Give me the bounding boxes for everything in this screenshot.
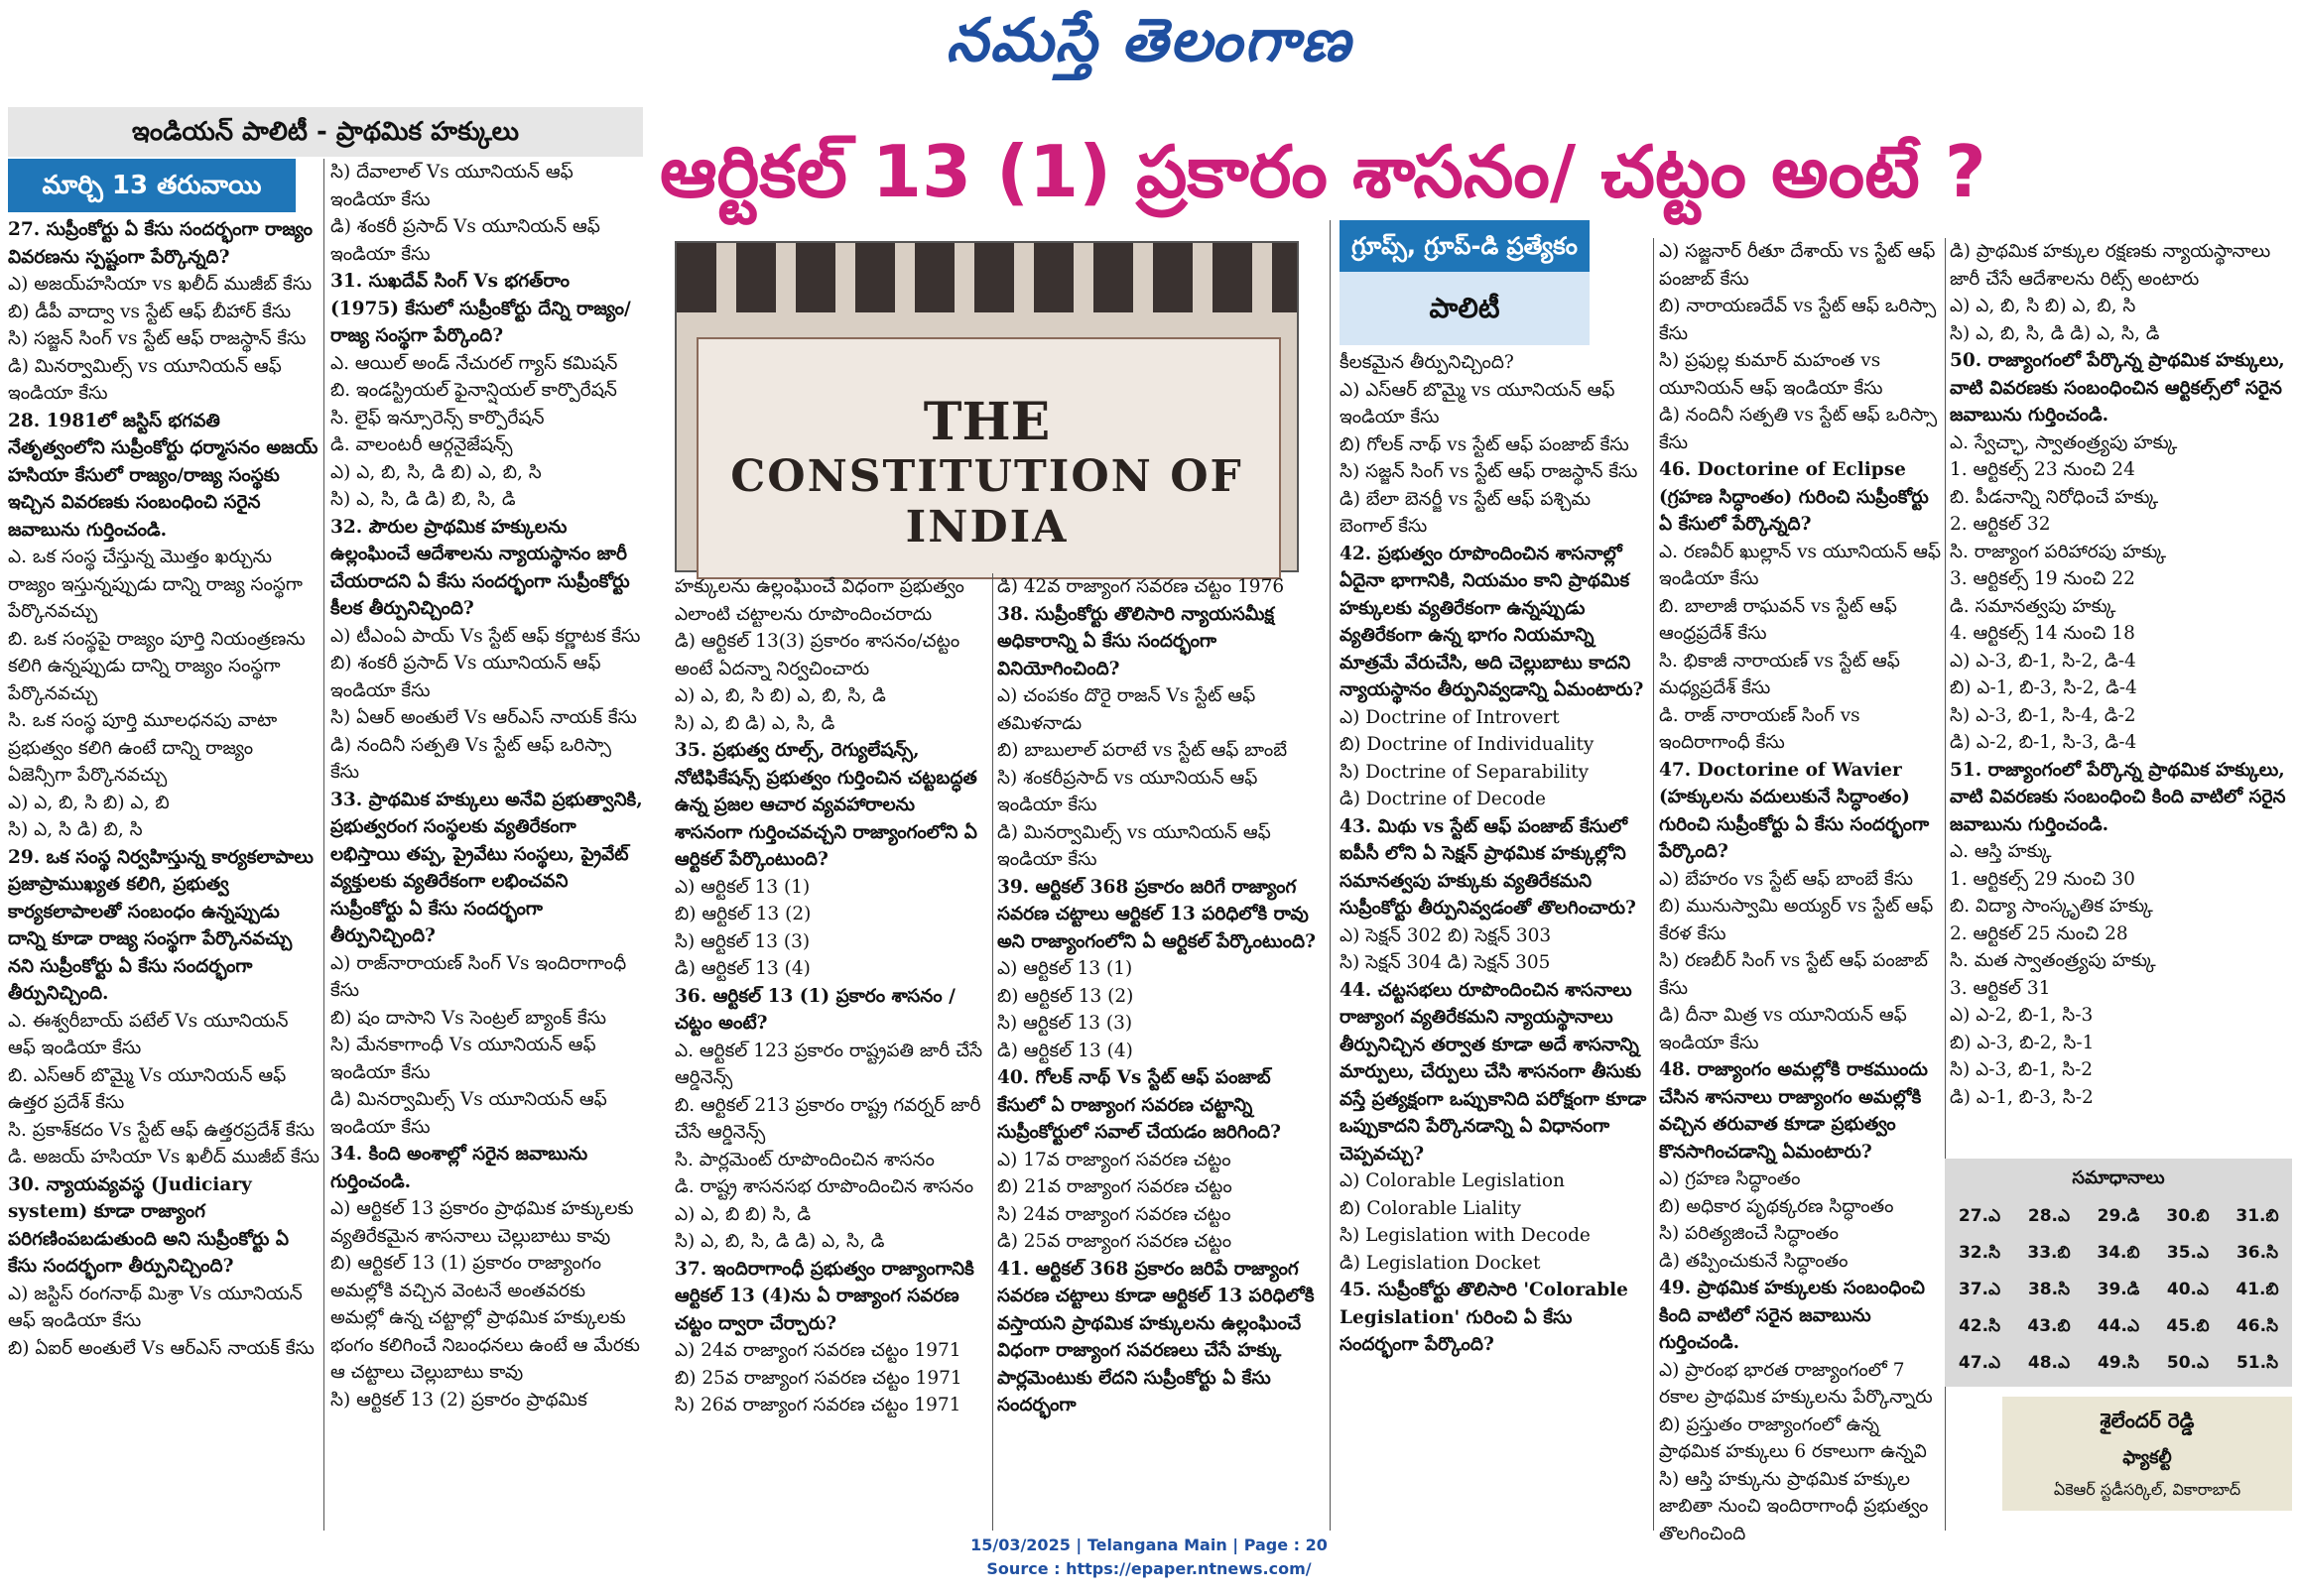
- option-text: ఎ) సజ్జనార్ రీతూ దేశాయ్ vs స్టేట్ ఆఫ్ పంజాబ్ కేసు: [1659, 241, 1936, 290]
- text-column-6: [1659, 238, 1942, 1544]
- option-text: ఎ) రాజ్‌నారాయణ్ సింగ్ Vs ఇందిరాగాంధీ కేసు: [330, 952, 627, 1001]
- answers-heading: సమాధానాలు: [2072, 1167, 2165, 1188]
- question-text: 30. న్యాయవ్యవస్థ (Judiciary system) కూడా రాజ్యాంగ పరిగణింపబడుతుంది అని సుప్రీంకోర్టు ఏ కేసు సందర్భంగా తీర్పునిచ్చింది?: [8, 1173, 290, 1277]
- option-text: బి) అధికార పృథక్కరణ సిద్ధాంతం: [1659, 1195, 1894, 1217]
- headline: ఆర్టికల్ 13 (1) ప్రకారం శాసనం/ చట్టం అంటే ?: [660, 130, 1986, 213]
- option-text: డి) మినర్వామిల్స్ Vs యూనియన్ ఆఫ్ ఇండియా కేసు: [330, 1089, 607, 1138]
- option-text: సి) దేవాలాల్ Vs యూనియన్ ఆఫ్ ఇండియా కేసు: [330, 162, 574, 210]
- option-text: బి) బాబులాల్ పరాటే vs స్టేట్ ఆఫ్ బాంబే: [997, 740, 1288, 761]
- option-text: సి. ఒక సంస్థ పూర్తి మూలధనపు వాటా ప్రభుత్వం కలిగి ఉంటే దాన్ని రాజ్యం ఏజెన్సీగా పేర్కొనవచ్చు: [8, 710, 278, 786]
- option-text: బి) Doctrine of Individuality: [1340, 734, 1595, 755]
- option-text: బి) ఆర్టికల్ 13 (2): [997, 985, 1134, 1007]
- option-text: సి. మత స్వాతంత్ర్యపు హక్కు: [1950, 950, 2156, 971]
- option-text: ఎ) చంపకం దొరై రాజన్ Vs స్టేట్ ఆఫ్ తమిళనాడు: [997, 685, 1256, 734]
- text-column-5: [1340, 349, 1647, 1531]
- option-text: కీలకమైన తీర్పునిచ్చింది?: [1340, 352, 1514, 373]
- option-text: ఎ. ఆస్తి హక్కు: [1950, 841, 2052, 862]
- option-text: ఎ) ఎస్ఆర్ బొమ్మై vs యూనియన్ ఆఫ్ ఇండియా కేసు: [1340, 379, 1615, 428]
- option-text: 1. ఆర్టికల్స్ 23 నుంచి 24: [1950, 459, 2135, 480]
- option-text: ఎ) 17వ రాజ్యాంగ సవరణ చట్టం: [997, 1149, 1231, 1170]
- option-text: బి) నారాయణదేవ్ vs స్టేట్ ఆఫ్ ఒరిస్సా కేసు: [1659, 296, 1937, 344]
- option-text: బి) 25వ రాజ్యాంగ సవరణ చట్టం 1971: [675, 1367, 962, 1389]
- option-text: ఎ) Doctrine of Introvert: [1340, 706, 1560, 728]
- option-text: ఎ) సెక్షన్ 302 బి) సెక్షన్ 303: [1340, 924, 1552, 946]
- answer-item: 43.బి: [2027, 1316, 2071, 1336]
- question-text: 46. Doctorine of Eclipse (గ్రహణ సిద్ధాంతం) గురించి సుప్రీంకోర్టు ఏ కేసులో పేర్కొన్నది?: [1659, 459, 1929, 535]
- option-text: ఎ) ఎ, బి, సి బి) ఎ, బి: [8, 792, 170, 813]
- answers-box: [1945, 1159, 2292, 1387]
- answer-item: 47.ఎ: [1958, 1353, 2001, 1373]
- answer-item: 44.ఎ: [2097, 1316, 2140, 1336]
- option-text: బి) మునుస్వామి అయ్యర్ vs స్టేట్ ఆఫ్ కేరళ కేసు: [1659, 896, 1934, 944]
- text-column-7: [1950, 238, 2292, 1156]
- option-text: ఎ) జస్టిస్ రంగనాథ్ మిశ్రా Vs యూనియన్ ఆఫ్ ఇండియా కేసు: [8, 1283, 303, 1331]
- option-text: సి) మేనకాగాంధీ Vs యూనియన్ ఆఫ్ ఇండియా కేసు: [330, 1035, 596, 1083]
- option-text: సి) Doctrine of Separability: [1340, 761, 1590, 783]
- option-text: బి) శంకరీ ప్రసాద్ Vs యూనియన్ ఆఫ్ ఇండియా కేసు: [330, 653, 601, 701]
- answer-item: 36.సి: [2235, 1243, 2279, 1263]
- answer-item: 49.సి: [2097, 1353, 2140, 1373]
- option-text: ఎ) ప్రారంభ భారత రాజ్యాంగంలో 7 రకాల ప్రాథమిక హక్కులను పేర్కొన్నారు: [1659, 1359, 1933, 1408]
- question-text: 34. కింది అంశాల్లో సరైన జవాబును గుర్తించండి.: [330, 1144, 588, 1192]
- option-text: ఎ. ఒక సంస్థ చేస్తున్న మొత్తం ఖర్చును రాజ్యం ఇస్తున్నప్పుడు దాన్ని రాజ్య సంస్థగా పేర్కొనవచ్చు: [8, 547, 303, 622]
- question-text: 42. ప్రభుత్వం రూపొందించిన శాసనాల్లో ఏదైనా భాగానికి, నియమం కాని ప్రాథమిక హక్కులకు వ్యతిరేకంగా ఉన్నప్పుడు వ్యతిరేకంగా ఉన్న భాగం నియమాన్ని మాత్రమే వేరుచేసి, అది చెల్లుబాటు కాదని న్యాయస్థానం తీర్పునివ్వడాన్ని ఏమంటారు?: [1340, 543, 1644, 700]
- option-text: ఎ) ఎ, బి, సి, డి బి) ఎ, బి, సి: [330, 461, 542, 483]
- answers-grid: [1945, 1198, 2292, 1382]
- option-text: బి. విద్యా సాంస్కృతిక హక్కు: [1950, 896, 2153, 917]
- answer-item: 37.ఎ: [1958, 1280, 2001, 1299]
- option-text: ఎ) ఎ, బి, సి బి) ఎ, బి, సి: [1950, 296, 2136, 316]
- option-text: సి) 24వ రాజ్యాంగ సవరణ చట్టం: [997, 1203, 1231, 1225]
- option-text: సి) ఎ-3, బి-1, సి-4, డి-2: [1950, 704, 2136, 726]
- option-text: సి) ఎ, సి, డి డి) బి, సి, డి: [330, 489, 516, 510]
- option-text: సి) ఎ, బి డి) ఎ, సి, డి: [675, 712, 835, 734]
- image-title-constitution: CONSTITUTION OF INDIA: [730, 451, 1243, 552]
- continuation-label: మార్చి 13 తరువాయి: [8, 159, 296, 212]
- option-text: డి. వాలంటరీ ఆర్గనైజేషన్స్: [330, 434, 513, 455]
- option-text: సి. ప్రకాశ్‌కదం Vs స్టేట్ ఆఫ్ ఉత్తరప్రదేశ్ కేసు: [8, 1119, 316, 1141]
- answer-item: 48.ఎ: [2027, 1353, 2071, 1373]
- answer-item: 39.డి: [2097, 1280, 2140, 1299]
- option-text: డి) ఎ-2, బి-1, సి-3, డి-4: [1950, 732, 2137, 753]
- option-text: సి) పరిత్యజించే సిద్ధాంతం: [1659, 1223, 1840, 1244]
- option-text: డి) Doctrine of Decode: [1340, 789, 1546, 809]
- option-text: ఎ) గ్రహణ సిద్ధాంతం: [1659, 1168, 1801, 1189]
- question-text: 31. సుఖదేవ్ సింగ్ Vs భగత్‌రాం (1975) కేసులో సుప్రీంకోర్టు దేన్ని రాజ్యం/రాజ్య సంస్థగా పేర్కొంది?: [330, 271, 631, 346]
- option-text: ఎ) Colorable Legislation: [1340, 1170, 1565, 1191]
- option-text: డి. అజయ్ హసియా Vs ఖలీద్ ముజీబ్ కేసు: [8, 1147, 320, 1167]
- option-text: సి) ఎ-3, బి-1, సి-2: [1950, 1059, 2094, 1080]
- author-designation: ఫ్యాకల్టీ: [2122, 1447, 2172, 1468]
- option-text: సి. లైఫ్ ఇన్సూరెన్స్ కార్పొరేషన్: [330, 407, 545, 429]
- masthead-logo: నమస్తే తెలంగాణ: [946, 6, 1352, 75]
- option-text: బి) 21వ రాజ్యాంగ సవరణ చట్టం: [997, 1176, 1232, 1197]
- question-text: 44. చట్టసభలు రూపొందించిన శాసనాలు రాజ్యాంగ వ్యతిరేకమని న్యాయస్థానాలు తీర్పునిచ్చిన తర్వాత కూడా అదే శాసనాన్ని మార్పులు, చేర్పులు చేసి శాసనంగా తీసుకు వస్తే ప్రత్యక్షంగా ఒప్పుకానిది పరోక్షంగా కూడా ఒప్పుకాదని పేర్కొనడాన్ని ఏ విధానంగా చెప్పవచ్చు?: [1340, 979, 1647, 1165]
- option-text: బి) ఎ-1, బి-3, సి-2, డి-4: [1950, 677, 2137, 698]
- option-text: ఎ) ఎ, బి, సి బి) ఎ, బి, సి, డి: [675, 685, 886, 706]
- option-text: సి) ఎ, సి డి) బి, సి: [8, 819, 143, 840]
- question-text: 28. 1981లో జస్టిస్ భగవతి నేతృత్వంలోని సుప్రీంకోర్టు ధర్మాసనం అజయ్ హసియా కేసులో రాజ్యం/రాజ్య సంస్థకు ఇచ్చిన వివరణకు సంబంధించి సరైన జవాబును గుర్తించండి.: [8, 410, 319, 541]
- option-text: సి) ఆస్తి హక్కును ప్రాథమిక హక్కుల జాబితా నుంచి ఇందిరాగాంధీ ప్రభుత్వం తొలగించింది: [1659, 1468, 1929, 1544]
- option-text: 2. ఆర్టికల్ 25 నుంచి 28: [1950, 922, 2128, 944]
- option-text: బి. పీడనాన్ని నిరోధించే హక్కు: [1950, 486, 2159, 508]
- footer-source: Source : https://epaper.ntnews.com/: [986, 1559, 1312, 1578]
- text-column-1: [8, 216, 320, 1531]
- polity-label: పాలిటీ: [1340, 272, 1590, 345]
- answer-item: 30.బి: [2166, 1206, 2210, 1226]
- option-text: 1. ఆర్టికల్స్ 29 నుంచి 30: [1950, 868, 2135, 890]
- option-text: సి) సజ్జన్ సింగ్ vs స్టేట్ ఆఫ్ రాజస్థాన్ కేసు: [1340, 461, 1638, 482]
- option-text: సి) ఎ, బి, సి, డి డి) ఎ, సి, డి: [1950, 322, 2160, 344]
- option-text: 4. ఆర్టికల్స్ 14 నుంచి 18: [1950, 623, 2135, 644]
- author-name: శైలేందర్ రెడ్డి: [2100, 1409, 2195, 1432]
- question-text: 27. సుప్రీంకోర్టు ఏ కేసు సందర్భంగా రాజ్యం వివరణను స్పష్టంగా పేర్కొన్నది?: [8, 219, 314, 268]
- option-text: డి) మినర్వామిల్స్ vs యూనియన్ ఆఫ్ ఇండియా కేసు: [8, 355, 282, 404]
- question-text: 33. ప్రాథమిక హక్కులు అనేవి ప్రభుత్వానికి, ప్రభుత్వరంగ సంస్థలకు వ్యతిరేకంగా లభిస్తాయి తప్ప, ప్రైవేటు సంస్థలు, ప్రైవేట్ వ్యక్తులకు వ్యతిరేకంగా లభించవని సుప్రీంకోర్టు ఏ కేసు సందర్భంగా తీర్పునిచ్చింది?: [330, 789, 643, 946]
- option-text: బి) ఏఐర్ అంతులే Vs ఆర్ఎస్ నాయక్ కేసు: [8, 1337, 315, 1359]
- column-divider: [992, 573, 993, 1531]
- question-text: 50. రాజ్యాంగంలో పేర్కొన్న ప్రాథమిక హక్కులు, వాటి వివరణకు సంబంధించిన ఆర్టికల్స్‌లో సరైన జవాబును గుర్తించండి.: [1950, 350, 2285, 426]
- constitution-image: [675, 241, 1299, 572]
- section-tag: ఇండియన్ పాలిటీ - ప్రాథమిక హక్కులు: [8, 107, 643, 157]
- option-text: బి. ఒక సంస్థపై రాజ్యం పూర్తి నియంత్రణను కలిగి ఉన్నప్పుడు దాన్ని రాజ్యం సంస్థగా పేర్కొనవచ్చు: [8, 628, 306, 704]
- option-text: సి) ఏఆర్ అంతులే Vs ఆర్ఎస్ నాయక్ కేసు: [330, 707, 637, 728]
- option-text: ఎ. ఆర్టికల్ 123 ప్రకారం రాష్ట్రపతి జారీ చేసే ఆర్డినెన్స్: [675, 1040, 983, 1088]
- answer-item: 51.సి: [2235, 1353, 2279, 1373]
- answer-item: 33.బి: [2027, 1243, 2071, 1263]
- option-text: సి. రాజ్యాంగ పరిహారపు హక్కు: [1950, 541, 2167, 562]
- option-text: 3. ఆర్టికల్స్ 19 నుంచి 22: [1950, 568, 2135, 589]
- option-text: డి) తప్పించుకునే సిద్ధాంతం: [1659, 1250, 1849, 1272]
- option-text: ఎ. ఈశ్వరీబాయ్ పటేల్ Vs యూనియన్ ఆఫ్ ఇండియా కేసు: [8, 1010, 289, 1058]
- option-text: సి) రణబీర్ సింగ్ vs స్టేట్ ఆఫ్ పంజాబ్ కేసు: [1659, 950, 1929, 999]
- option-text: ఎ) ఎ-2, బి-1, సి-3: [1950, 1005, 2094, 1026]
- option-text: సి. భికాజీ నారాయణ్ vs స్టేట్ ఆఫ్ మధ్యప్రదేశ్ కేసు: [1659, 650, 1900, 698]
- column-divider: [323, 159, 324, 1531]
- option-text: బి) డీపీ వాద్వా vs స్టేట్ ఆఫ్ బీహార్ కేసు: [8, 301, 292, 322]
- question-text: 35. ప్రభుత్వ రూల్స్, రెగ్యులేషన్స్, నోటిఫికేషన్స్ ప్రభుత్వం గుర్తించిన చట్టబద్ధత ఉన్న ప్రజల ఆచార వ్యవహారాలను శాసనంగా గుర్తించవచ్చని రాజ్యాంగంలోని ఏ ఆర్టికల్ పేర్కొంటుంది?: [675, 740, 977, 870]
- answer-item: 31.బి: [2235, 1206, 2279, 1226]
- option-text: ఎ. స్వేచ్ఛా, స్వాతంత్ర్యపు హక్కు: [1950, 431, 2178, 453]
- author-institute: ఏకెఆర్ స్టడీసర్కిల్, వికారాబాద్: [2053, 1480, 2241, 1499]
- group-exam-label: గ్రూప్స్, గ్రూప్-డి ప్రత్యేకం: [1340, 220, 1590, 272]
- option-text: బి. ఇండస్ట్రియల్ ఫైనాన్షియల్ కార్పొరేషన్: [330, 380, 617, 401]
- answer-item: 35.ఎ: [2166, 1243, 2210, 1263]
- option-text: సి) ప్రఫుల్ల కుమార్ మహంత vs యూనియన్ ఆఫ్ ఇండియా కేసు: [1659, 350, 1883, 399]
- question-text: 32. పౌరుల ప్రాథమిక హక్కులను ఉల్లంఘించే ఆదేశాలను న్యాయస్థానం జారీ చేయరాదని ఏ కేసు సందర్భంగా సుప్రీంకోర్టు కీలక తీర్పునిచ్చింది?: [330, 516, 630, 619]
- option-text: డి) ఆర్టికల్ 13 (4): [675, 958, 811, 979]
- column-divider: [1653, 238, 1654, 1531]
- answer-item: 34.బి: [2097, 1243, 2140, 1263]
- option-text: హక్కులను ఉల్లంఘించే విధంగా ప్రభుత్వం ఎలాంటి చట్టాలను రూపొందించరాదు: [675, 576, 964, 625]
- ornamental-border: [677, 243, 1297, 312]
- option-text: బి) Colorable Liality: [1340, 1197, 1522, 1219]
- column-divider: [1330, 220, 1331, 1531]
- option-text: డి) ప్రాథమిక హక్కుల రక్షణకు న్యాయస్థానాలు జారీ చేసే ఆదేశాలను రిట్స్ అంటారు: [1950, 241, 2271, 290]
- question-text: 43. మిథు vs స్టేట్ ఆఫ్ పంజాబ్ కేసులో ఐపీసీ లోని ఏ సెక్షన్ ప్రాథమిక హక్కుల్లోని సమానత్వపు హక్కుకు వ్యతిరేకమని సుప్రీంకోర్టు తీర్పునివ్వడంతో తొలగించారు?: [1340, 815, 1636, 919]
- option-text: బి) ఎ-3, బి-2, సి-1: [1950, 1032, 2095, 1053]
- option-text: డి) శంకరీ ప్రసాద్ Vs యూనియన్ ఆఫ్ ఇండియా కేసు: [330, 216, 600, 265]
- answer-item: 40.ఎ: [2166, 1280, 2210, 1299]
- option-text: సి) ఆర్టికల్ 13 (3): [997, 1013, 1133, 1034]
- option-text: ఎ. రణవీర్ ఖుల్లాన్ vs యూనియన్ ఆఫ్ ఇండియా కేసు: [1659, 541, 1942, 589]
- image-title-the: THE: [923, 392, 1051, 452]
- option-text: సి) ఆర్టికల్ 13 (3): [675, 930, 811, 952]
- option-text: ఎ) ఆర్టికల్ 13 ప్రకారం ప్రాథమిక హక్కులకు వ్యతిరేకమైన శాసనాలు చెల్లుబాటు కావు: [330, 1198, 634, 1247]
- option-text: బి. ఆర్టికల్ 213 ప్రకారం రాష్ట్ర గవర్నర్ జారీ చేసే ఆర్డినెన్స్: [675, 1094, 981, 1143]
- option-text: డి) ఎ-1, బి-3, సి-2: [1950, 1086, 2094, 1108]
- option-text: బి) షం దాసాని Vs సెంట్రల్ బ్యాంక్ కేసు: [330, 1007, 607, 1029]
- question-text: 51. రాజ్యాంగంలో పేర్కొన్న ప్రాథమిక హక్కులు, వాటి వివరణకు సంబంధించి కింది వాటిలో సరైన జవాబును గుర్తించండి.: [1950, 759, 2286, 835]
- option-text: డి) 25వ రాజ్యాంగ సవరణ చట్టం: [997, 1231, 1232, 1252]
- option-text: బి) ప్రస్తుతం రాజ్యాంగంలో ఉన్న ప్రాథమిక హక్కులు 6 రకాలుగా ఉన్నవి: [1659, 1413, 1927, 1462]
- question-text: 49. ప్రాథమిక హక్కులకు సంబంధించి కింది వాటిలో సరైన జవాబును గుర్తించండి.: [1659, 1278, 1925, 1353]
- option-text: బి. బాలాజీ రాఘవన్ vs స్టేట్ ఆఫ్ ఆంధ్రప్రదేశ్ కేసు: [1659, 595, 1897, 644]
- question-text: 48. రాజ్యాంగం అమల్లోకి రాకముందు చేసిన శాసనాలు రాజ్యాంగం అమల్లోకి వచ్చిన తరువాత కూడా ప్రభుత్వం కొనసాగించడాన్ని ఏమంటారు?: [1659, 1059, 1928, 1163]
- option-text: సి. పార్లమెంట్ రూపొందించిన శాసనం: [675, 1149, 935, 1170]
- option-text: డి) నందినీ సత్పతి Vs స్టేట్ ఆఫ్ ఒరిస్సా కేసు: [330, 734, 612, 783]
- option-text: బి. ఎస్ఆర్ బొమ్మై Vs యూనియన్ ఆఫ్ ఉత్తర ప్రదేశ్ కేసు: [8, 1064, 287, 1113]
- option-text: ఎ) ఆర్టికల్ 13 (1): [675, 876, 811, 898]
- option-text: డి) ఆర్టికల్ 13 (4): [997, 1040, 1133, 1061]
- option-text: సి) శంకరీప్రసాద్ vs యూనియన్ ఆఫ్ ఇండియా కేసు: [997, 767, 1258, 815]
- option-text: ఎ) ఎ, బి బి) సి, డి: [675, 1203, 812, 1225]
- option-text: డి) Legislation Docket: [1340, 1252, 1541, 1274]
- option-text: సి) సెక్షన్ 304 డి) సెక్షన్ 305: [1340, 952, 1551, 973]
- option-text: ఎ) బేహరం vs స్టేట్ ఆఫ్ బాంబే కేసు: [1659, 868, 1914, 890]
- answer-item: 45.బి: [2166, 1316, 2210, 1336]
- footer-date: 15/03/2025 | Telangana Main | Page : 20: [970, 1535, 1328, 1554]
- option-text: సి) ఎ, బి, సి, డి డి) ఎ, సి, డి: [675, 1231, 885, 1252]
- option-text: సి) Legislation with Decode: [1340, 1225, 1591, 1246]
- answer-item: 27.ఎ: [1958, 1206, 2001, 1226]
- answer-item: 32.సి: [1958, 1243, 2001, 1263]
- question-text: 36. ఆర్టికల్ 13 (1) ప్రకారం శాసనం / చట్టం అంటే?: [675, 985, 956, 1034]
- option-text: బి) ఆర్టికల్ 13 (2): [675, 904, 812, 924]
- author-box: [2002, 1397, 2292, 1511]
- question-text: 41. ఆర్టికల్ 368 ప్రకారం జరిపే రాజ్యాంగ సవరణ చట్టాలు కూడా ఆర్టికల్ 13 పరిధిలోకి వస్తాయని ప్రాథమిక హక్కులను ఉల్లంఘించే విధంగా రాజ్యాంగ సవరణలు చేసే హక్కు పార్లమెంటుకు లేదని సుప్రీంకోర్టు ఏ కేసు సందర్భంగా: [997, 1258, 1315, 1415]
- question-text: 37. ఇందిరాగాంధీ ప్రభుత్వం రాజ్యాంగానికి ఆర్టికల్ 13 (4)ను ఏ రాజ్యాంగ సవరణ చట్టం ద్వారా చేర్చారు?: [675, 1258, 974, 1334]
- option-text: డి. సమానత్వపు హక్కు: [1950, 595, 2116, 617]
- answer-item: 29.డి: [2097, 1206, 2140, 1226]
- option-text: 2. ఆర్టికల్ 32: [1950, 514, 2051, 535]
- option-text: బి) ఆర్టికల్ 13 (1) ప్రకారం రాజ్యాంగం అమల్లోకి వచ్చిన వెంటనే అంతవరకు అమల్లో ఉన్న చట్టాల్లో ప్రాథమిక హక్కులకు భంగం కలిగించే నిబంధనలు ఉంటే ఆ మేరకు ఆ చట్టాలు చెల్లుబాటు కావు: [330, 1253, 640, 1383]
- answer-item: 28.ఎ: [2027, 1206, 2071, 1226]
- option-text: ఎ) అజయ్‌హసియా vs ఖలీద్ ముజీబ్ కేసు: [8, 274, 313, 295]
- question-text: 29. ఒక సంస్థ నిర్వహిస్తున్న కార్యకలాపాలు ప్రజాప్రాముఖ్యత కలిగి, ప్రభుత్వ కార్యకలాపాలతో సంబంధం ఉన్నప్పుడు దాన్ని కూడా రాజ్య సంస్థగా పేర్కొనవచ్చు నని సుప్రీంకోర్టు ఏ కేసు సందర్భంగా తీర్పునిచ్చింది.: [8, 846, 314, 1004]
- question-text: 40. గోలక్ నాథ్ Vs స్టేట్ ఆఫ్ పంజాబ్ కేసులో ఏ రాజ్యాంగ సవరణ చట్టాన్ని సుప్రీంకోర్టులో సవాల్ చేయడం జరిగింది?: [997, 1067, 1281, 1143]
- option-text: డి) నందినీ సత్పతి vs స్టేట్ ఆఫ్ ఒరిస్సా కేసు: [1659, 405, 1938, 453]
- question-text: 38. సుప్రీంకోర్టు తొలిసారి న్యాయసమీక్ష అధికారాన్ని ఏ కేసు సందర్భంగా వినియోగించింది?: [997, 603, 1275, 679]
- option-text: డి. రాష్ట్ర శాసనసభ రూపొందించిన శాసనం: [675, 1176, 974, 1197]
- answer-item: 38.సి: [2027, 1280, 2071, 1299]
- option-text: డి) 42వ రాజ్యాంగ సవరణ చట్టం 1976: [997, 576, 1285, 597]
- question-text: 45. సుప్రీంకోర్టు తొలిసారి 'Colorable Legislation' గురించి ఏ కేసు సందర్భంగా పేర్కొంది?: [1340, 1280, 1628, 1355]
- option-text: సి) ఆర్టికల్ 13 (2) ప్రకారం ప్రాథమిక: [330, 1389, 587, 1411]
- option-text: ఎ) ఎ-3, బి-1, సి-2, డి-4: [1950, 650, 2136, 672]
- option-text: డి. రాజ్ నారాయణ్ సింగ్ vs ఇందిరాగాంధీ కేసు: [1659, 704, 1860, 753]
- option-text: బి) గోలక్ నాథ్ vs స్టేట్ ఆఫ్ పంజాబ్ కేసు: [1340, 433, 1629, 455]
- text-column-4: [997, 573, 1320, 1531]
- answer-item: 42.సి: [1958, 1316, 2001, 1336]
- option-text: సి) సజ్జన్ సింగ్ vs స్టేట్ ఆఫ్ రాజస్థాన్ కేసు: [8, 328, 307, 349]
- question-text: 47. Doctorine of Wavier (హక్కులను వదులుకునే సిద్ధాంతం) గురించి సుప్రీంకోర్టు ఏ కేసు సందర్భంగా పేర్కొంది?: [1659, 759, 1930, 862]
- option-text: డి) దీనా మిత్ర vs యూనియన్ ఆఫ్ ఇండియా కేసు: [1659, 1005, 1907, 1053]
- option-text: సి) 26వ రాజ్యాంగ సవరణ చట్టం 1971: [675, 1395, 961, 1415]
- option-text: 3. ఆర్టికల్ 31: [1950, 977, 2051, 999]
- option-text: ఎ) ఆర్టికల్ 13 (1): [997, 958, 1133, 979]
- text-column-3: [675, 573, 987, 1531]
- option-text: డి) ఆర్టికల్ 13(3) ప్రకారం శాసనం/చట్టం అంటే ఏదన్నా నిర్వచించారు: [675, 631, 960, 679]
- option-text: ఎ. ఆయిల్ అండ్ నేచురల్ గ్యాస్ కమిషన్: [330, 352, 618, 374]
- text-column-2: [330, 159, 643, 1531]
- option-text: ఎ) టీఎంఏ పాయ్ Vs స్టేట్ ఆఫ్ కర్ణాటక కేసు: [330, 625, 641, 647]
- option-text: ఎ) 24వ రాజ్యాంగ సవరణ చట్టం 1971: [675, 1340, 961, 1361]
- answer-item: 41.బి: [2235, 1280, 2279, 1299]
- option-text: డి) బేలా బెనర్జీ vs స్టేట్ ఆఫ్ పశ్చిమ బెంగాల్ కేసు: [1340, 488, 1592, 537]
- option-text: డి) మినర్వామిల్స్ vs యూనియన్ ఆఫ్ ఇండియా కేసు: [997, 821, 1271, 870]
- answer-item: 50.ఎ: [2166, 1353, 2210, 1373]
- answer-item: 46.సి: [2235, 1316, 2279, 1336]
- question-text: 39. ఆర్టికల్ 368 ప్రకారం జరిగే రాజ్యాంగ సవరణ చట్టాలు ఆర్టికల్ 13 పరిధిలోకి రావు అని రాజ్యాంగంలోని ఏ ఆర్టికల్ పేర్కొంటుంది?: [997, 876, 1316, 952]
